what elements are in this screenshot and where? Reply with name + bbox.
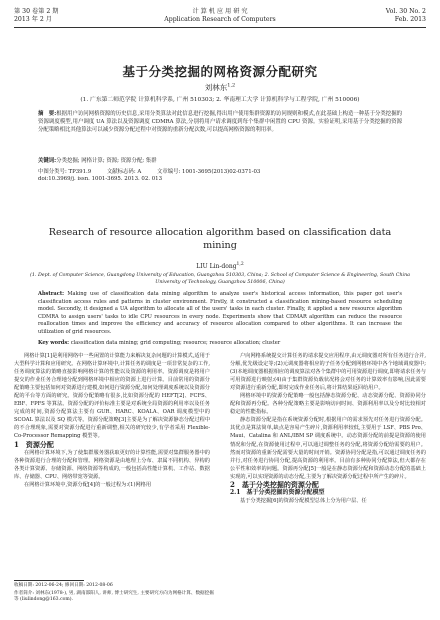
footnote-bio: 作者简介: 刘林东(1978-), 男, 湖南邵阳人, 讲师, 博士研究生, 主要研究方向为网格计算、数据挖掘等 (liulindong@163.com). <box>14 591 214 603</box>
abstract-label: 摘 要: <box>38 111 57 117</box>
running-header <box>14 8 426 34</box>
abstract-text: 根据用户访问网格资源的历史信息,采用分类算法对此信息进行挖掘,得出用户使用集群资源的访问规则和模式,在此基础上构造一种基于分类挖掘的资源调度模型,用户调度 UA 算法以及资源调度 CDMRA 算法,分别将用户请求调度到每个集群中闲置的 CPU 资源。实验证明,采用基于分类挖掘的资源分配策略相比其他算法可以减少资源分配过程中对资源的重新分配次数,可以提高网格资源的利用率。 <box>38 111 402 134</box>
abstract-en-label: Abstract: <box>38 291 65 297</box>
header-rule <box>14 27 426 28</box>
keywords-en <box>38 340 402 346</box>
journal-en: Application Research of Computers <box>164 16 276 23</box>
body-right-column <box>230 352 426 505</box>
section-heading-1: 1 资源分配 <box>14 439 54 449</box>
affiliation-en: (1. Dept. of Computer Science, Guangdong University of Education, Guangzhou 510303, China; 2. School of Computer Science & Engineering, South China University of Technology, Guangzhou 510006, China) <box>29 273 411 285</box>
subsection-heading-2-1: 2.1 基于分类挖掘的资源分配模型 <box>230 488 325 496</box>
intro-paragraph: 网格计算[1]是利用网络中一些闲置的计算能力来解决复杂问题的计算模式,适用于大型科学计算和应用研究。在网格计算环境中,计算任务的调度是一项非常复杂的工作,任务调度算法的策略直接影响网格计算的性能以及资源的利用率。资源调度是将用户提交的作业任务合理地分配到网格环境中相应的资源上进行计算。目前常用的资源分配策略主要包括如何对资源进行建模,如何进行资源分配,如何处理调度系统以及资源分配的平台等方面的研究。资源分配策略有很多,比如资源分配的 HEFT[2]、FCFS、EBF、FPFS 等算法。资源分配的评价标准主要是对系统全局资源的利用率以及任务完成的时间,资源分配算法主要有 GUR、HARC、KOALA、OAR 调度模型中的 SCOAL 算法以及 SQ 模式等。资源分配策略[3]主要是为了解决资源静态分配过程中的不合理现象,需要对资源分配进行重新调整,相关的研究较少,有学者采用 Flexible-Co-Processor Remapping 模型等。 <box>14 353 210 440</box>
keywords-en-label: Key words: <box>38 340 70 346</box>
classification-line <box>38 167 402 175</box>
author-name: 刘林东 <box>204 83 228 92</box>
article-number: 文章编号: 1001-3695(2013)02-0371-03 <box>156 169 261 175</box>
journal-cn: 计 算 机 应 用 研 究 <box>192 8 248 15</box>
body-paragraph: 网格环境中的资源分配策略一般包括静态资源分配、动态资源分配、资源协同分配和资源再分配。各种分配策略主要是影响访问时间、资源利用率以及分时比较相对稳定的性能指标。 <box>230 393 426 416</box>
header-right <box>386 8 426 24</box>
body-paragraph: 户向网格系统提交计算任务的请求提交应用程序,由元调度器对所有任务进行合并,分解,优先级设定等;(2)元调度器将相应的子任务分配到网格环境中各个地域调度器中;(3)本地调度器根据相应的调度算法对各个集群中的可用资源进行调度,即将请求任务与可用资源进行映射;(4)由于集群资源负载状况将会对任务的计算效率有影响,因此需要对资源进行重新分配,即时完成作业任务后,将计算结果返回给用户。 <box>230 353 426 392</box>
author-cn <box>0 82 440 93</box>
footnote-received: 收稿日期: 2012-06-24; 修回日期: 2012-08-06 <box>14 583 113 588</box>
author-en-sup: 1,2 <box>236 262 244 267</box>
volume-cn: 第 30 卷第 2 期 <box>14 8 59 15</box>
footnote-rule <box>14 580 84 581</box>
body-paragraph: 基于分类挖掘[6]的资源分配模型总体上分为用户层、任 <box>240 497 367 504</box>
author-en <box>0 262 440 270</box>
doc-code: 文献标志码: A <box>106 169 142 175</box>
doi: doi:10.3969/j. issn. 1001-3695. 2013. 02. 013 <box>38 176 163 182</box>
clc-number: 中图分类号: TP391.9 <box>38 169 92 175</box>
date-en: Feb. 2013 <box>394 16 426 23</box>
keywords-label: 关键词: <box>38 158 57 164</box>
abstract-en <box>38 291 402 337</box>
paper-title-en: Research of resource allocation algorithm based on classification data mining <box>48 227 392 251</box>
keywords-cn <box>38 156 402 164</box>
author-en-name: LIU Lin-dong <box>196 263 237 270</box>
body-paragraph: 在网格计算环境中,资源分配[4]的一般过程为:(1)网格用 <box>24 481 152 488</box>
affiliation-cn: (1. 广东第二师范学院 计算机科学系, 广州 510303; 2. 华南理工大学 计算机科学与工程学院, 广州 510006) <box>80 97 360 103</box>
body-paragraph: 在网格计算环境下,为了使集群服务器获取更好的计算性能,需要对集群服务器中的各种资源进行合理的分配和管理。网格资源是由地理上分布、隶属不同机构、异构的各类计算资源、存储资源、网络资源等构成的,一般包括高性能计算机、工作站、数据库、存储器、CPU、网络带宽等资源。 <box>14 449 210 480</box>
abstract-cn <box>38 110 402 135</box>
abstract-en-text: Making use of classification data mining algorithm to analyze user's historical access information, this paper got user's classification access rules and patterns in cluster environment. Firstly, it constructed a classification mining-based resource scheduling model. Secondly, it designed a UA algorithm to allocate all of the users' tasks in each cluster. Finally, it applied a new resource algorithm CDMRA to assign users' tasks to idle CPU resources in every node. Experiments show that CDMAR algorithm can reduce the resource reallocation times and improve the efficiency and accuracy of resource allocation compared to other algorithms. It can increase the utilization of grid resources. <box>38 291 403 335</box>
keywords-text: 分类挖掘; 网格计算; 资源; 资源分配; 集群 <box>56 158 157 164</box>
paper-title-cn: 基于分类挖掘的网格资源分配研究 <box>122 64 318 79</box>
keywords-en-text: classification data mining; grid computing; resource; resource allocation; cluster <box>70 340 281 346</box>
header-center <box>14 8 426 24</box>
body-paragraph: 静态资源分配是指在系统资源分配时,根据用户的需求预先对任务进行资源分配。其优点是算法简单,缺点是容易产生碎片,资源利用率较低,主要用于 LSF、PBS Pro、Maui、Catalina 和 ANL/IBM SP 调度系统中。动态资源分配的前提是资源的使用情况和分配,在资源使用过程中,可以通过调整任务的分配,将资源分配给需要的用户。然而对资源的重新分配需要大量的时间开销。资源协同分配是指,可以通过调度任务的并行,对任务进行协同分配,提高资源的利用率。目前有多种协同分配算法,但大都存在公平性和效率的问题。资源再分配[5]一般是在静态资源分配和资源动态分配的基础上实现的,可以实现资源的动态分配,主要为了解决资源分配过程中所产生的碎片。 <box>230 417 426 480</box>
section-heading-2: 2 基于分类挖掘的资源分配 <box>230 479 319 489</box>
body-left-column <box>14 352 210 489</box>
author-sup: 1,2 <box>227 82 236 89</box>
date-cn: 2013 年 2 月 <box>14 16 52 23</box>
volume-en: Vol. 30 No. 2 <box>385 8 426 15</box>
